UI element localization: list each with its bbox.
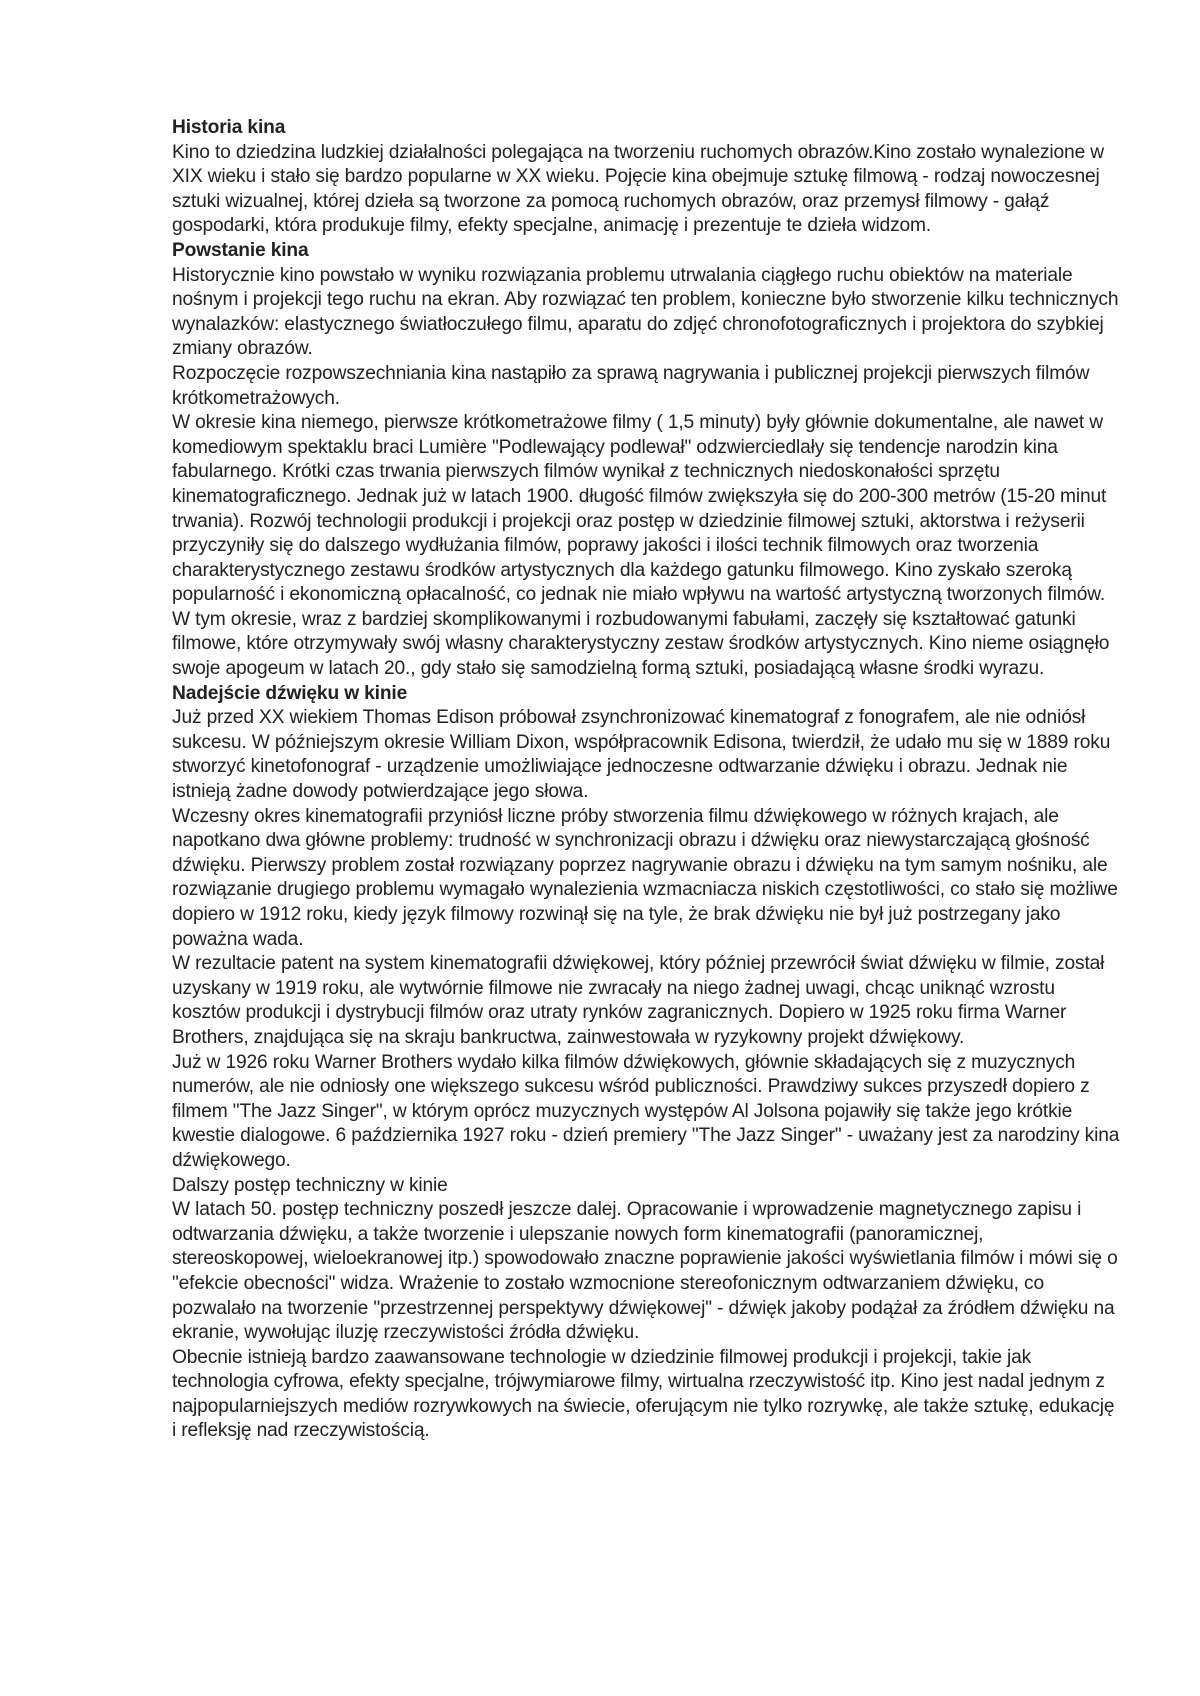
section-heading-powstanie-kina: Powstanie kina bbox=[172, 239, 309, 261]
paragraph: W rezultacie patent na system kinematografii dźwiękowej, który później przewrócił świat dźwięku w filmie, został uzyskany w 1919 roku, ale wytwórnie filmowe nie zwracały na niego żadnej uwagi, chcąc uniknąć wzrostu kosztów produkcji i dystrybucji filmów oraz utraty rynków zagranicznych. Dopiero w 1925 roku firma Warner Brothers, znajdująca się na skraju bankructwa, zainwestowała w ryzykowny projekt dźwiękowy. bbox=[172, 953, 1105, 1048]
paragraph: Obecnie istnieją bardzo zaawansowane technologie w dziedzinie filmowej produkcji i projekcji, takie jak technologia cyfrowa, efekty specjalne, trójwymiarowe filmy, wirtualna rzeczywistość itp. Kino jest nadal jednym z najpopularniejszych mediów rozrywkowych na świecie, oferującym nie tylko rozrywkę, ale także sztukę, edukację i refleksję nad rzeczywistością. bbox=[172, 1346, 1115, 1442]
document-body bbox=[172, 116, 1122, 1444]
paragraph: Kino to dziedzina ludzkiej działalności polegająca na tworzeniu ruchomych obrazów.Kino zostało wynalezione w XIX wieku i stało się bardzo popularne w XX wieku. Pojęcie kina obejmuje sztukę filmową - rodzaj nowoczesnej sztuki wizualnej, której dzieła są tworzone za pomocą ruchomych obrazów, oraz przemysł filmowy - gałąź gospodarki, która produkuje filmy, efekty specjalne, animację i prezentuje te dzieła widzom. bbox=[172, 141, 1104, 237]
paragraph: Już przed XX wiekiem Thomas Edison próbował zsynchronizować kinematograf z fonografem, ale nie odniósł sukcesu. W późniejszym okresie William Dixon, współpracownik Edisona, twierdził, że udało mu się w 1889 roku stworzyć kinetofonograf - urządzenie umożliwiające jednoczesne odtwarzanie dźwięku i obrazu. Jednak nie istnieją żadne dowody potwierdzające jego słowa. bbox=[172, 707, 1111, 803]
paragraph: Historycznie kino powstało w wyniku rozwiązania problemu utrwalania ciągłego ruchu obiektów na materiale nośnym i projekcji tego ruchu na ekran. Aby rozwiązać ten problem, konieczne było stworzenie kilku technicznych wynalazków: elastycznego światłoczułego filmu, aparatu do zdjęć chronofotograficznych i projektora do szybkiej zmiany obrazów. bbox=[172, 264, 1119, 360]
paragraph: Wczesny okres kinematografii przyniósł liczne próby stworzenia filmu dźwiękowego w różnych krajach, ale napotkano dwa główne problemy: trudność w synchronizacji obrazu i dźwięku oraz niewystarczającą głośność dźwięku. Pierwszy problem został rozwiązany poprzez nagrywanie obrazu i dźwięku na tym samym nośniku, ale rozwiązanie drugiego problemu wymagało wynalezienia wzmacniacza niskich częstotliwości, co stało się możliwe dopiero w 1912 roku, kiedy język filmowy rozwinął się na tyle, że brak dźwięku nie był już postrzegany jako poważna wada. bbox=[172, 805, 1118, 950]
paragraph: Już w 1926 roku Warner Brothers wydało kilka filmów dźwiękowych, głównie składających się z muzycznych numerów, ale nie odniosły one większego sukcesu wśród publiczności. Prawdziwy sukces przyszedł dopiero z filmem "The Jazz Singer", w którym oprócz muzycznych występów Al Jolsona pojawiły się także jego krótkie kwestie dialogowe. 6 października 1927 roku - dzień premiery "The Jazz Singer" - uważany jest za narodziny kina dźwiękowego. bbox=[172, 1051, 1120, 1171]
section-heading-historia-kina: Historia kina bbox=[172, 117, 286, 138]
paragraph: Rozpoczęcie rozpowszechniania kina nastąpiło za sprawą nagrywania i publicznej projekcji pierwszych filmów krótkometrażowych. bbox=[172, 362, 1090, 409]
paragraph: W latach 50. postęp techniczny poszedł jeszcze dalej. Opracowanie i wprowadzenie magnetycznego zapisu i odtwarzania dźwięku, a także tworzenie i ulepszanie nowych form kinematografii (panoramicznej, stereoskopowej, wieloekranowej itp.) spowodowało znaczne poprawienie jakości wyświetlania filmów i mówi się o "efekcie obecności" widza. Wrażenie to zostało wzmocnione stereofonicznym odtwarzaniem dźwięku, co pozwalało na tworzenie "przestrzennej perspektywy dźwiękowej" - dźwięk jakoby podążał za źródłem dźwięku na ekranie, wywołując iluzję rzeczywistości źródła dźwięku. bbox=[172, 1199, 1118, 1344]
section-heading-nadejscie-dzwieku: Nadejście dźwięku w kinie bbox=[172, 682, 408, 704]
section-heading-dalszy-postep: Dalszy postęp techniczny w kinie bbox=[172, 1174, 448, 1196]
paragraph: W okresie kina niemego, pierwsze krótkometrażowe filmy ( 1,5 minuty) były głównie dokumentalne, ale nawet w komediowym spektaklu braci Lumière "Podlewający podlewał" odzwierciedlały się tendencje narodzin kina fabularnego. Krótki czas trwania pierwszych filmów wynikał z technicznych niedoskonałości sprzętu kinematograficznego. Jednak już w latach 1900. długość filmów zwiększyła się do 200-300 metrów (15-20 minut trwania). Rozwój technologii produkcji i projekcji oraz postęp w dziedzinie filmowej sztuki, aktorstwa i reżyserii przyczyniły się do dalszego wydłużania filmów, poprawy jakości i ilości technik filmowych oraz tworzenia charakterystycznego zestawu środków artystycznych dla każdego gatunku filmowego. Kino zyskało szeroką popularność i ekonomiczną opłacalność, co jednak nie miało wpływu na wartość artystyczną tworzonych filmów. W tym okresie, wraz z bardziej skomplikowanymi i rozbudowanymi fabułami, zaczęły się kształtować gatunki filmowe, które otrzymywały swój własny charakterystyczny zestaw środków artystycznych. Kino nieme osiągnęło swoje apogeum w latach 20., gdy stało się samodzielną formą sztuki, posiadającą własne środki wyrazu. bbox=[172, 412, 1110, 680]
